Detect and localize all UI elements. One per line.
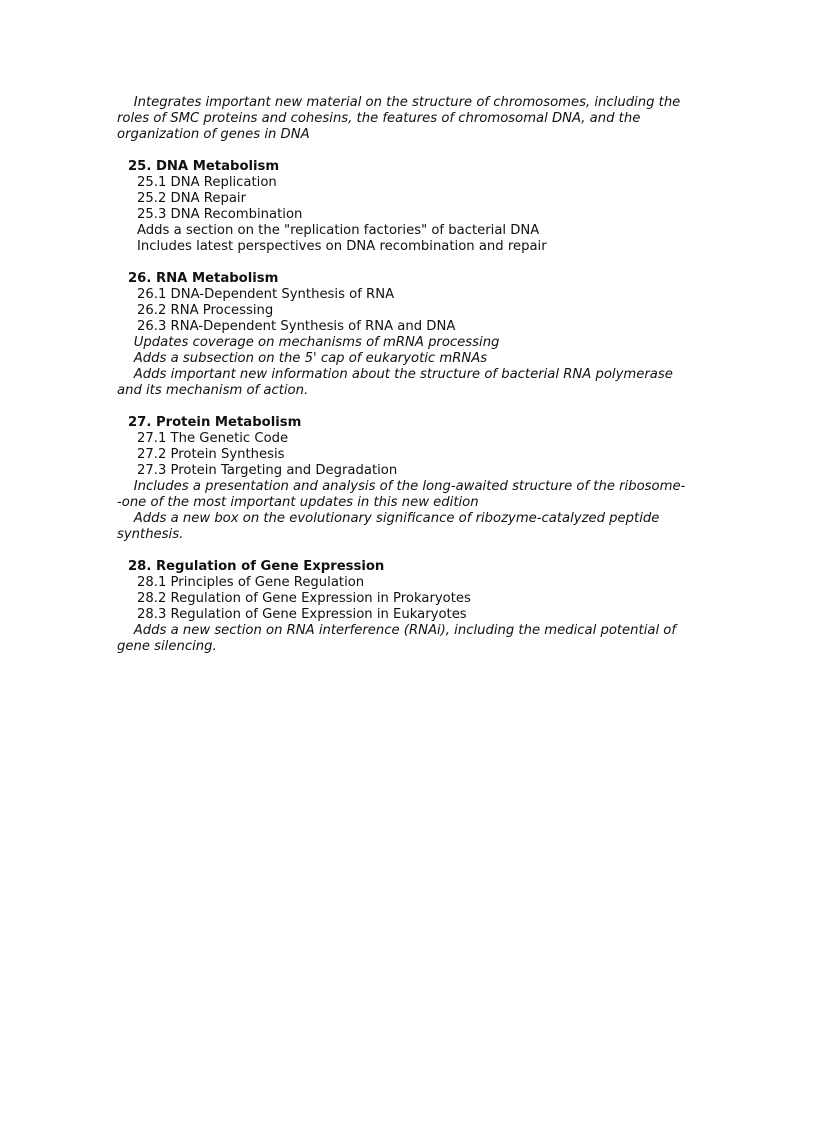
section-28 <box>117 559 717 655</box>
section-note: Adds important new information about the structure of bacterial RNA polymerase <box>117 367 673 382</box>
section-heading: 25. DNA Metabolism <box>128 159 280 174</box>
document-page <box>117 95 717 655</box>
section-item: 27.3 Protein Targeting and Degradation <box>137 463 398 478</box>
section-heading: 26. RNA Metabolism <box>128 271 279 286</box>
intro-line: roles of SMC proteins and cohesins, the features of chromosomal DNA, and the <box>117 111 641 126</box>
section-note: Updates coverage on mechanisms of mRNA processing <box>117 335 500 350</box>
section-item: 25.2 DNA Repair <box>137 191 247 206</box>
section-note: -one of the most important updates in this new edition <box>117 495 479 510</box>
section-item: 28.2 Regulation of Gene Expression in Prokaryotes <box>137 591 471 606</box>
section-item: 25.1 DNA Replication <box>137 175 277 190</box>
intro-paragraph <box>117 95 717 143</box>
section-heading: 28. Regulation of Gene Expression <box>128 559 385 574</box>
section-item: 25.3 DNA Recombination <box>137 207 303 222</box>
section-note: and its mechanism of action. <box>117 383 309 398</box>
section-note: Adds a new box on the evolutionary significance of ribozyme-catalyzed peptide <box>117 511 660 526</box>
section-note: synthesis. <box>117 527 184 542</box>
section-note: Includes a presentation and analysis of the long-awaited structure of the ribosome- <box>117 479 686 494</box>
section-item: 28.3 Regulation of Gene Expression in Eukaryotes <box>137 607 467 622</box>
section-note: gene silencing. <box>117 639 217 654</box>
section-25 <box>117 159 717 255</box>
section-item: 26.3 RNA-Dependent Synthesis of RNA and DNA <box>137 319 456 334</box>
section-note: Adds a section on the "replication factories" of bacterial DNA <box>137 223 540 238</box>
section-item: 27.1 The Genetic Code <box>137 431 289 446</box>
section-item: 28.1 Principles of Gene Regulation <box>137 575 365 590</box>
section-note: Adds a subsection on the 5' cap of eukaryotic mRNAs <box>117 351 488 366</box>
section-heading: 27. Protein Metabolism <box>128 415 302 430</box>
section-26 <box>117 271 717 399</box>
intro-line: Integrates important new material on the structure of chromosomes, including the <box>117 95 681 110</box>
section-item: 27.2 Protein Synthesis <box>137 447 285 462</box>
section-note: Includes latest perspectives on DNA recombination and repair <box>137 239 547 254</box>
section-item: 26.2 RNA Processing <box>137 303 274 318</box>
intro-line: organization of genes in DNA <box>117 127 310 142</box>
section-note: Adds a new section on RNA interference (RNAi), including the medical potential of <box>117 623 677 638</box>
section-item: 26.1 DNA-Dependent Synthesis of RNA <box>137 287 395 302</box>
section-27 <box>117 415 717 543</box>
